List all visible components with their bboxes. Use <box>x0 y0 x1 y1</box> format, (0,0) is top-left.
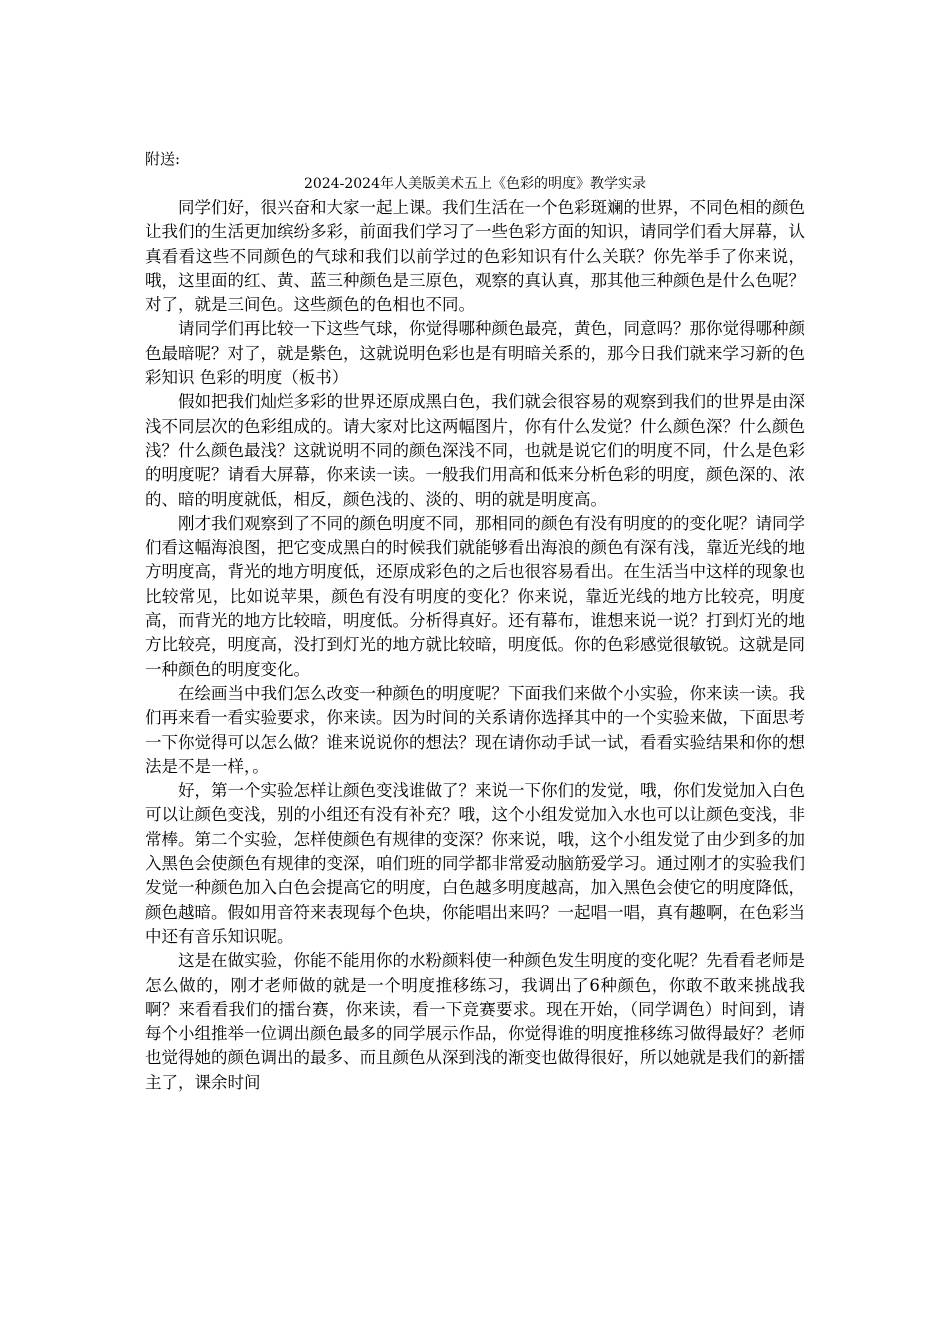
paragraph-4: 刚才我们观察到了不同的颜色明度不同，那相同的颜色有没有明度的的变化呢？请同学们看这幅海浪图，把它变成黑白的时候我们就能够看出海浪的颜色有深有浅，靠近光线的地方明度高，背光的地方明度低，还原成彩色的之后也很容易看出。在生活当中这样的现象也比较常见，比如说苹果，颜色有没有明度的变化？你来说，靠近光线的地方比较亮，明度高，而背光的地方比较暗，明度低。分析得真好。还有幕布，谁想来说一说？打到灯光的地方比较亮，明度高，没打到灯光的地方就比较暗，明度低。你的色彩感觉很敏锐。这就是同一种颜色的明度变化。 <box>145 513 805 679</box>
appendix-label: 附送: <box>145 150 181 168</box>
paragraph-7: 这是在做实验，你能不能用你的水粉颜料使一种颜色发生明度的变化呢？先看看老师是怎么做的，刚才老师做的就是一个明度推移练习，我调出了6种颜色，你敢不敢来挑战我啊？来看看我们的擂台赛，你来读，看一下竞赛要求。现在开始，（同学调色）时间到，请每个小组推举一位调出颜色最多的同学展示作品，你觉得谁的明度推移练习做得最好？老师也觉得她的颜色调出的最多、而且颜色从深到浅的渐变也做得很好，所以她就是我们的新擂主了，课余时间 <box>145 951 805 1092</box>
paragraph-2: 请同学们再比较一下这些气球，你觉得哪种颜色最亮，黄色，同意吗？那你觉得哪种颜色最暗呢？对了，就是紫色，这就说明色彩也是有明暗关系的，那今日我们就来学习新的色彩知识 色彩的明度（板书） <box>145 319 805 388</box>
document-title: 2024-2024年人美版美术五上《色彩的明度》教学实录 <box>304 176 646 192</box>
paragraph-6: 好，第一个实验怎样让颜色变浅谁做了？来说一下你们的发觉，哦，你们发觉加入白色可以让颜色变浅，别的小组还有没有补充？哦，这个小组发觉加入水也可以让颜色变浅，非常棒。第二个实验，怎样使颜色有规律的变深？你来说，哦，这个小组发觉了由少到多的加入黑色会使颜色有规律的变深，咱们班的同学都非常爱动脑筋爱学习。通过刚才的实验我们发觉一种颜色加入白色会提高它的明度，白色越多明度越高，加入黑色会使它的明度降低，颜色越暗。假如用音符来表现每个色块，你能唱出来吗？一起唱一唱，真有趣啊，在色彩当中还有音乐知识呢。 <box>145 781 805 946</box>
document-page <box>145 148 805 1095</box>
paragraph-1: 同学们好，很兴奋和大家一起上课。我们生活在一个色彩斑斓的世界，不同色相的颜色让我们的生活更加缤纷多彩，前面我们学习了一些色彩方面的知识，请同学们看大屏幕，认真看看这些不同颜色的气球和我们以前学过的色彩知识有什么关联？你先举手了你来说，哦，这里面的红、黄、蓝三种颜色是三原色，观察的真认真，那其他三种颜色是什么色呢？对了，就是三间色。这些颜色的色相也不同。 <box>145 198 805 315</box>
paragraph-3: 假如把我们灿烂多彩的世界还原成黑白色，我们就会很容易的观察到我们的世界是由深浅不同层次的色彩组成的。请大家对比这两幅图片，你有什么发觉？什么颜色深？什么颜色浅？什么颜色最浅？这就说明不同的颜色深浅不同，也就是说它们的明度不同，什么是色彩的明度呢？请看大屏幕，你来读一读。一般我们用高和低来分析色彩的明度，颜色深的、浓的、暗的明度就低，相反，颜色浅的、淡的、明的就是明度高。 <box>145 392 805 509</box>
paragraph-5: 在绘画当中我们怎么改变一种颜色的明度呢？下面我们来做个小实验，你来读一读。我们再来看一看实验要求，你来读。因为时间的关系请你选择其中的一个实验来做，下面思考一下你觉得可以怎么做？谁来说说你的想法？现在请你动手试一试，看看实验结果和你的想法是不是一样，。 <box>145 683 805 776</box>
